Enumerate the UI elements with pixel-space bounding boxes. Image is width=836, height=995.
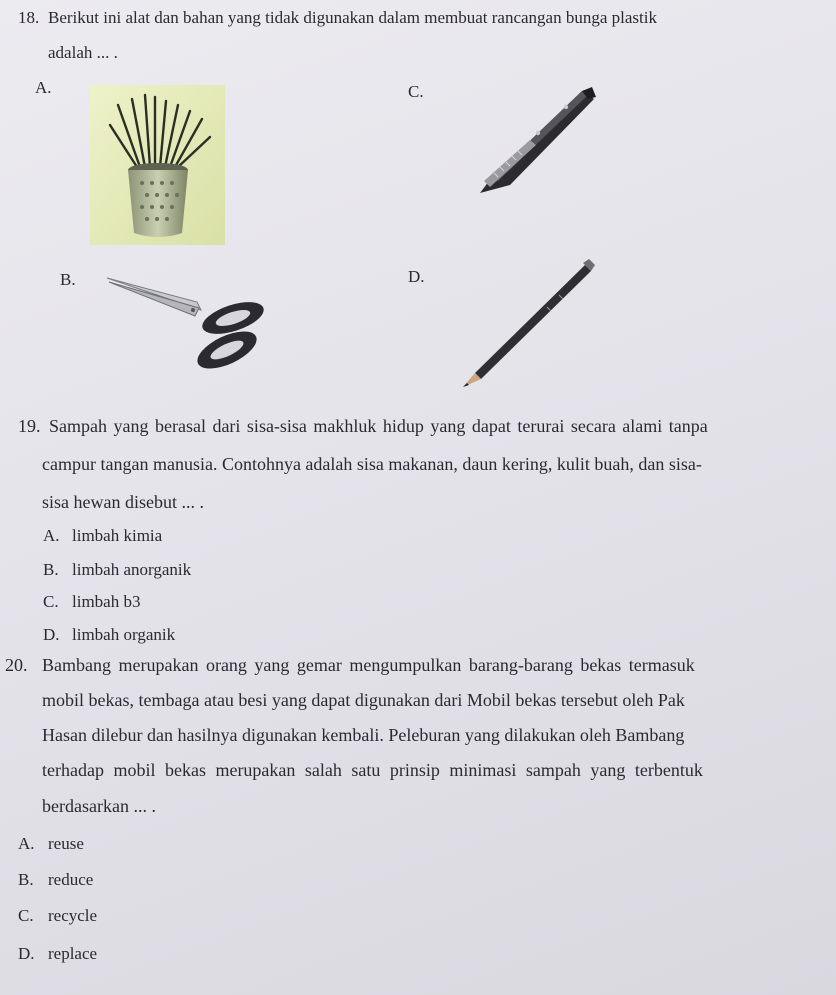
question-19-line-1: Sampah yang berasal dari sisa-sisa makhluk hidup yang dapat terurai secara alami tanpa bbox=[49, 416, 708, 436]
q20-option-d-text[interactable]: replace bbox=[48, 944, 98, 963]
question-20-line-3: Hasan dilebur dan hasilnya digunakan kembali. Peleburan yang dilakukan oleh Bambang bbox=[42, 725, 685, 745]
q20-option-b-letter[interactable]: B. bbox=[18, 870, 34, 889]
scissors-image[interactable] bbox=[105, 272, 275, 372]
q19-option-a-text[interactable]: limbah kimia bbox=[72, 526, 163, 545]
question-19-line-2: campur tangan manusia. Contohnya adalah sisa makanan, daun kering, kulit buah, dan sisa- bbox=[42, 454, 702, 474]
q20-option-c-text[interactable]: recycle bbox=[48, 906, 98, 925]
q20-option-a-text[interactable]: reuse bbox=[48, 834, 84, 853]
question-20-line-2: mobil bekas, tembaga atau besi yang dapat digunakan dari Mobil bekas tersebut oleh Pak bbox=[42, 690, 685, 710]
option-a-letter[interactable]: A. bbox=[35, 78, 52, 97]
q19-option-b-letter[interactable]: B. bbox=[43, 560, 59, 579]
question-18-line-1: Berikut ini alat dan bahan yang tidak digunakan dalam membuat rancangan bunga plastik bbox=[48, 8, 657, 27]
q20-option-b-text[interactable]: reduce bbox=[48, 870, 94, 889]
pencil-image[interactable] bbox=[455, 255, 600, 395]
pencil-cup-image[interactable] bbox=[90, 85, 225, 245]
question-19-number: 19. bbox=[18, 416, 41, 436]
question-20-line-1: Bambang merupakan orang yang gemar mengumpulkan barang-barang bekas termasuk bbox=[42, 655, 695, 675]
q19-option-d-text[interactable]: limbah organik bbox=[72, 625, 176, 644]
q19-option-d-letter[interactable]: D. bbox=[43, 625, 60, 644]
question-18-line-2: adalah ... . bbox=[48, 43, 118, 62]
q20-option-a-letter[interactable]: A. bbox=[18, 834, 35, 853]
q19-option-b-text[interactable]: limbah anorganik bbox=[72, 560, 192, 579]
q19-option-c-letter[interactable]: C. bbox=[43, 592, 59, 611]
question-18-number: 18. bbox=[18, 8, 40, 27]
cutter-knife-image[interactable] bbox=[470, 85, 605, 205]
q20-option-c-letter[interactable]: C. bbox=[18, 906, 34, 925]
option-c-letter[interactable]: C. bbox=[408, 82, 424, 101]
q19-option-a-letter[interactable]: A. bbox=[43, 526, 60, 545]
option-b-letter[interactable]: B. bbox=[60, 270, 76, 289]
question-20-line-4: terhadap mobil bekas merupakan salah satu prinsip minimasi sampah yang terbentuk bbox=[42, 760, 703, 780]
question-19-line-3: sisa hewan disebut ... . bbox=[42, 492, 204, 512]
question-20-number: 20. bbox=[5, 655, 28, 675]
question-20-line-5: berdasarkan ... . bbox=[42, 796, 156, 816]
option-d-letter[interactable]: D. bbox=[408, 267, 425, 286]
q20-option-d-letter[interactable]: D. bbox=[18, 944, 35, 963]
q19-option-c-text[interactable]: limbah b3 bbox=[72, 592, 141, 611]
